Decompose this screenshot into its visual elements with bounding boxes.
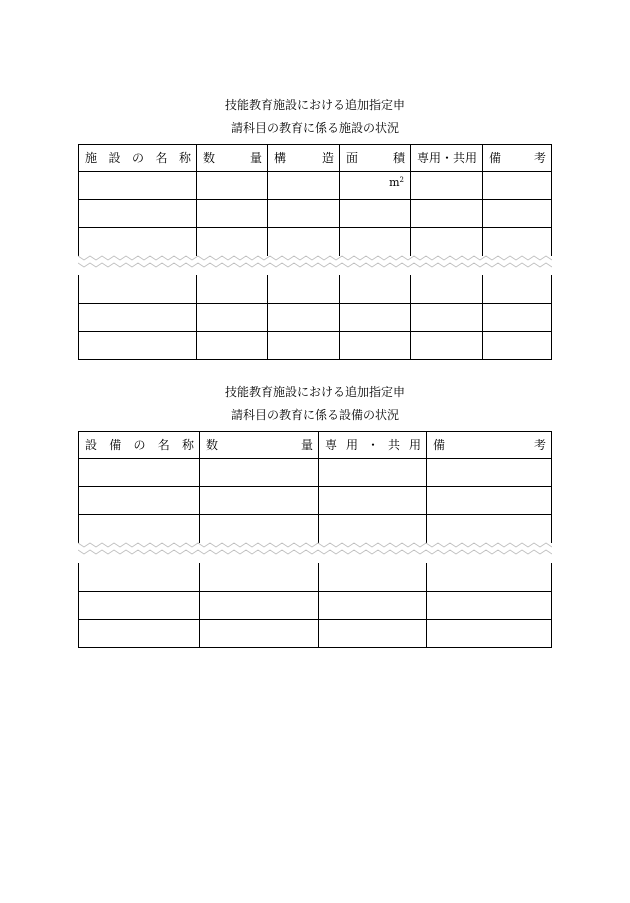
table-row [79,515,552,544]
tear-mark [78,253,552,269]
table-row [79,620,552,648]
equipment-header-row [79,432,552,459]
header-exclusive-shared: 専 用 ・ 共 用 [319,432,427,459]
table-row [79,304,552,332]
table-row [79,228,552,257]
facility-header-row [79,145,552,172]
equipment-table-top [78,431,552,543]
header-remarks: 備 考 [483,145,552,172]
facility-table-top [78,144,552,256]
section1-title-line2: 請科目の教育に係る施設の状況 [230,121,399,135]
section2-title-line1: 技能教育施設における追加指定申 [224,385,405,399]
table-row [79,200,552,228]
header-remarks: 備 考 [427,432,552,459]
equipment-table-bottom [78,563,552,648]
tear-mark [78,540,552,556]
area-unit: $m^2$ [389,176,404,189]
table-row [79,592,552,620]
header-structure: 構 造 [268,145,340,172]
facility-table-bottom [78,275,552,360]
section1-title-line1: 技能教育施設における追加指定申 [224,98,405,112]
table-row [79,172,552,200]
header-equipment-name: 設 備 の 名 称 [79,432,200,459]
header-quantity: 数 量 [200,432,319,459]
header-area: 面 積 [340,145,411,172]
header-exclusive-shared: 専用・共用 [411,145,483,172]
area-unit-cell [340,172,411,200]
header-facility-name: 施 設 の 名 称 [79,145,197,172]
table-row [79,563,552,592]
section2-title-line2: 請科目の教育に係る設備の状況 [230,408,399,422]
table-row [79,487,552,515]
header-quantity: 数 量 [197,145,268,172]
table-row [79,459,552,487]
table-row [79,275,552,304]
table-row [79,332,552,360]
